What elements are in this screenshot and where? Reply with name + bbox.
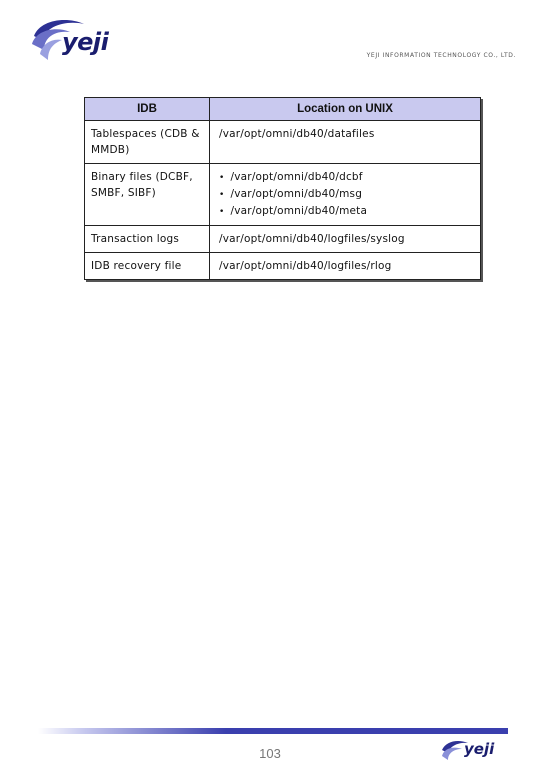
row-label: IDB recovery file [85, 253, 210, 280]
table-row [85, 121, 481, 164]
row-location: /var/opt/omni/db40/logfiles/syslog [210, 226, 481, 253]
logo-wordmark: yeji [62, 28, 109, 56]
list-item: • /var/opt/omni/db40/meta [219, 203, 474, 220]
row-location: /var/opt/omni/db40/logfiles/rlog [210, 253, 481, 280]
table-row [85, 253, 481, 280]
row-location: /var/opt/omni/db40/datafiles [210, 121, 481, 164]
row-location-list [210, 164, 481, 226]
idb-location-table [84, 97, 481, 280]
location-bullet-list [219, 169, 474, 220]
column-header-location: Location on UNIX [210, 98, 481, 121]
row-label: Binary files (DCBF, SMBF, SIBF) [85, 164, 210, 226]
list-item: • /var/opt/omni/db40/msg [219, 186, 474, 203]
page-number: 103 [259, 746, 281, 761]
row-label: Tablespaces (CDB & MMDB) [85, 121, 210, 164]
footer-divider [38, 728, 508, 734]
footer-logo-wordmark: yeji [464, 740, 495, 758]
table-header-row [85, 98, 481, 121]
company-name: YEJI INFORMATION TECHNOLOGY CO., LTD. [366, 52, 516, 59]
row-label: Transaction logs [85, 226, 210, 253]
list-item: • /var/opt/omni/db40/dcbf [219, 169, 474, 186]
table-row [85, 226, 481, 253]
table-row [85, 164, 481, 226]
column-header-idb: IDB [85, 98, 210, 121]
